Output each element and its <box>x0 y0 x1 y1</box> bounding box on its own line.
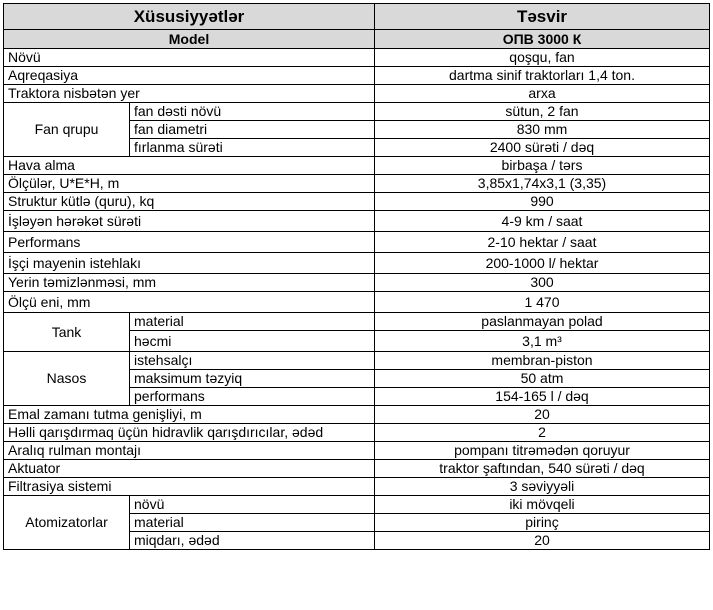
row-label: fan diametri <box>130 121 375 139</box>
row-value: 2 <box>375 424 710 442</box>
row-value: 3,85x1,74x3,1 (3,35) <box>375 175 710 193</box>
row-label: Hava alma <box>4 157 375 175</box>
row-label: Aqreqasiya <box>4 67 375 85</box>
row-label: İşləyən hərəkət sürəti <box>4 211 375 232</box>
row-label: Ölçü eni, mm <box>4 292 375 313</box>
table-row <box>4 85 710 103</box>
row-value: 20 <box>375 532 710 550</box>
row-value: 154-165 l / dəq <box>375 388 710 406</box>
row-label: Traktora nisbətən yer <box>4 85 375 103</box>
row-value: 3,1 m³ <box>375 331 710 352</box>
row-label: material <box>130 514 375 532</box>
row-label: miqdarı, ədəd <box>130 532 375 550</box>
row-label: istehsalçı <box>130 352 375 370</box>
row-label: Filtrasiya sistemi <box>4 478 375 496</box>
row-value: traktor şaftından, 540 sürəti / dəq <box>375 460 710 478</box>
row-value: arxa <box>375 85 710 103</box>
table-row <box>4 253 710 274</box>
row-label: Yerin təmizlənməsi, mm <box>4 274 375 292</box>
table-row <box>4 478 710 496</box>
row-value: 4-9 km / saat <box>375 211 710 232</box>
row-label: fırlanma sürəti <box>130 139 375 157</box>
row-value: 2-10 hektar / saat <box>375 232 710 253</box>
row-value: qoşqu, fan <box>375 49 710 67</box>
row-value: 20 <box>375 406 710 424</box>
row-value: 1 470 <box>375 292 710 313</box>
table-row <box>4 232 710 253</box>
table-row <box>4 424 710 442</box>
header-features: Xüsusiyyətlər <box>4 4 375 30</box>
row-label: növü <box>130 496 375 514</box>
row-label: Emal zamanı tutma genişliyi, m <box>4 406 375 424</box>
row-label: Struktur kütlə (quru), kq <box>4 193 375 211</box>
row-label: Növü <box>4 49 375 67</box>
table-row <box>4 460 710 478</box>
header-description: Təsvir <box>375 4 710 30</box>
group-label-pump: Nasos <box>4 352 130 406</box>
table-row <box>4 157 710 175</box>
row-value: 2400 sürəti / dəq <box>375 139 710 157</box>
row-label: həcmi <box>130 331 375 352</box>
row-value: 990 <box>375 193 710 211</box>
row-label: Aralıq rulman montajı <box>4 442 375 460</box>
row-value: membran-piston <box>375 352 710 370</box>
group-label-tank: Tank <box>4 313 130 352</box>
table-row <box>4 211 710 232</box>
table-row <box>4 496 710 514</box>
row-label: Həlli qarışdırmaq üçün hidravlik qarışdırıcılar, ədəd <box>4 424 375 442</box>
row-label: maksimum təzyiq <box>130 370 375 388</box>
group-label-atomizers: Atomizatorlar <box>4 496 130 550</box>
table-row <box>4 175 710 193</box>
table-row <box>4 274 710 292</box>
row-label: Aktuator <box>4 460 375 478</box>
model-row <box>4 30 710 49</box>
model-label: Model <box>4 30 375 49</box>
row-label: fan dəsti növü <box>130 103 375 121</box>
row-label: İşçi mayenin istehlakı <box>4 253 375 274</box>
table-header-row <box>4 4 710 30</box>
row-value: iki mövqeli <box>375 496 710 514</box>
row-value: 50 atm <box>375 370 710 388</box>
table-row <box>4 103 710 121</box>
table-row <box>4 292 710 313</box>
row-value: sütun, 2 fan <box>375 103 710 121</box>
row-value: birbaşa / tərs <box>375 157 710 175</box>
table-row <box>4 193 710 211</box>
row-value: pompanı titrəmədən qoruyur <box>375 442 710 460</box>
table-row <box>4 49 710 67</box>
row-label: Ölçülər, U*E*H, m <box>4 175 375 193</box>
row-value: paslanmayan polad <box>375 313 710 331</box>
table-row <box>4 313 710 331</box>
table-row <box>4 352 710 370</box>
spec-table <box>3 3 710 550</box>
row-value: 200-1000 l/ hektar <box>375 253 710 274</box>
row-label: material <box>130 313 375 331</box>
table-row <box>4 406 710 424</box>
spec-table-container <box>3 3 710 550</box>
row-value: pirinç <box>375 514 710 532</box>
table-row <box>4 67 710 85</box>
model-value: ОПВ 3000 К <box>375 30 710 49</box>
row-label: Performans <box>4 232 375 253</box>
row-value: 3 səviyyəli <box>375 478 710 496</box>
row-label: performans <box>130 388 375 406</box>
group-label-fan: Fan qrupu <box>4 103 130 157</box>
row-value: dartma sinif traktorları 1,4 ton. <box>375 67 710 85</box>
table-row <box>4 442 710 460</box>
row-value: 300 <box>375 274 710 292</box>
row-value: 830 mm <box>375 121 710 139</box>
